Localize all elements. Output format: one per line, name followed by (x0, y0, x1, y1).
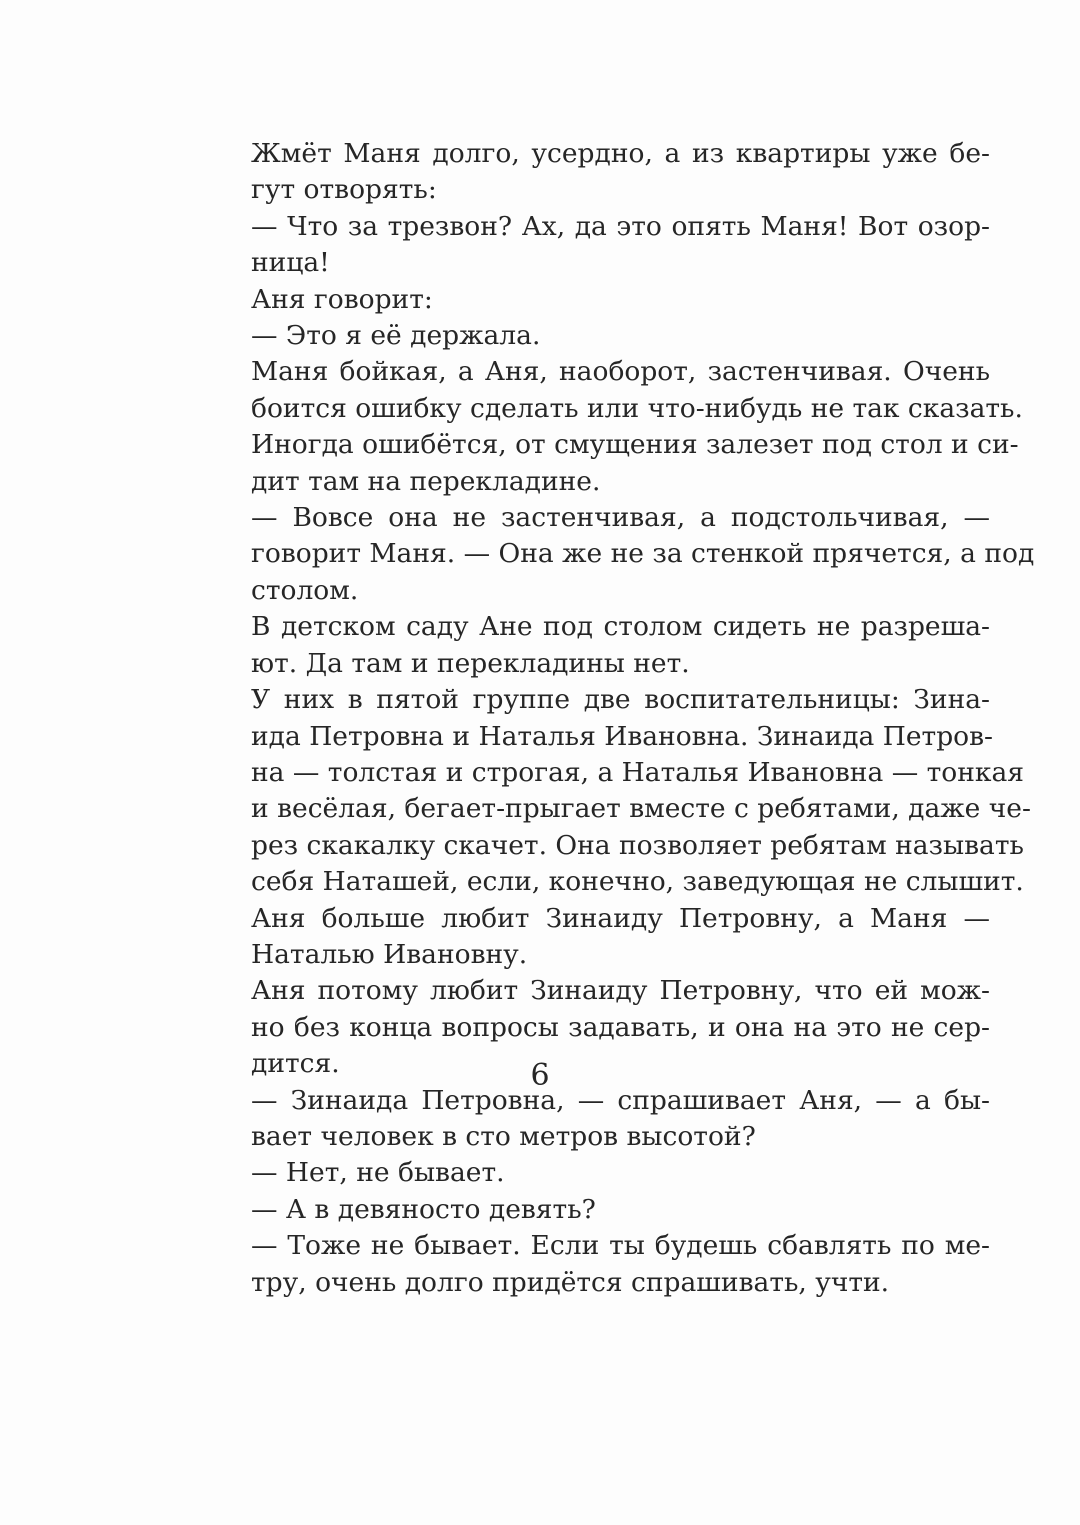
text-line: Жмёт Маня долго, усердно, а из квартиры уже бе- (251, 138, 990, 169)
text-line: — Нет, не бывает. (251, 1157, 505, 1189)
paragraph (197, 282, 990, 318)
text-line: Маня бойкая, а Аня, наоборот, застенчивая. Очень (251, 356, 990, 388)
text-line: ида Петровна и Наталья Ивановна. Зинаида Петров- (251, 720, 993, 752)
text-line: тру, очень долго придётся спрашивать, учти. (251, 1266, 890, 1298)
text-line: Аня больше любит Зинаиду Петровну, а Маня — (251, 902, 990, 934)
text-line: — Вовсе она не застенчивая, а подстольчивая, — (251, 502, 990, 534)
text-line: дится. (251, 1048, 340, 1080)
page-number: 6 (530, 1058, 550, 1093)
text-line: гут отворять: (251, 174, 437, 206)
text-line: ница! (251, 247, 330, 279)
text-line: — Тоже не бывает. Если ты будешь сбавлять по ме- (251, 1230, 990, 1262)
paragraph (197, 901, 990, 974)
text-line: ют. Да там и перекладины нет. (251, 647, 690, 679)
text-line: Наталью Ивановну. (251, 938, 528, 970)
text-line: боится ошибку сделать или что-нибудь не так сказать. (251, 392, 1023, 424)
paragraph (197, 1083, 990, 1156)
paragraph (197, 609, 990, 682)
text-line: — Что за трезвон? Ах, да это опять Маня! Вот озор- (251, 210, 990, 242)
text-line: У них в пятой группе две воспитательницы: Зина- (251, 684, 990, 716)
text-line: — Это я её держала. (251, 320, 541, 352)
paragraph (197, 1155, 990, 1191)
paragraph (197, 1228, 990, 1301)
text-line: вает человек в сто метров высотой? (251, 1120, 756, 1152)
paragraph (197, 682, 1031, 900)
text-line: — А в девяносто девять? (251, 1193, 596, 1225)
text-line: себя Наташей, если, конечно, заведующая не слышит. (251, 866, 1024, 898)
text-line: говорит Маня. — Она же не за стенкой прячется, а под (251, 538, 1035, 570)
text-line: на — толстая и строгая, а Наталья Ивановна — тонкая (251, 756, 1024, 788)
paragraph (197, 318, 990, 354)
text-line: — Зинаида Петровна, — спрашивает Аня, — а бы- (251, 1084, 990, 1116)
text-line: Аня потому любит Зинаиду Петровну, что ей мож- (251, 975, 990, 1007)
page-body-text (197, 136, 1035, 1301)
text-line: дит там на перекладине. (251, 465, 601, 497)
text-line: и весёлая, бегает-прыгает вместе с ребятами, даже че- (251, 793, 1031, 825)
text-line: рез скакалку скачет. Она позволяет ребятам называть (251, 829, 1024, 861)
paragraph (197, 354, 1023, 500)
text-line: но без конца вопросы задавать, и она на это не сер- (251, 1011, 990, 1043)
paragraph (197, 136, 990, 209)
text-line: Иногда ошибётся, от смущения залезет под стол и си- (251, 429, 1019, 461)
paragraph (197, 209, 990, 282)
paragraph (197, 500, 1035, 609)
paragraph (197, 1192, 990, 1228)
text-line: столом. (251, 574, 359, 606)
text-line: Аня говорит: (251, 283, 433, 315)
text-line: В детском саду Ане под столом сидеть не разреша- (251, 611, 990, 643)
